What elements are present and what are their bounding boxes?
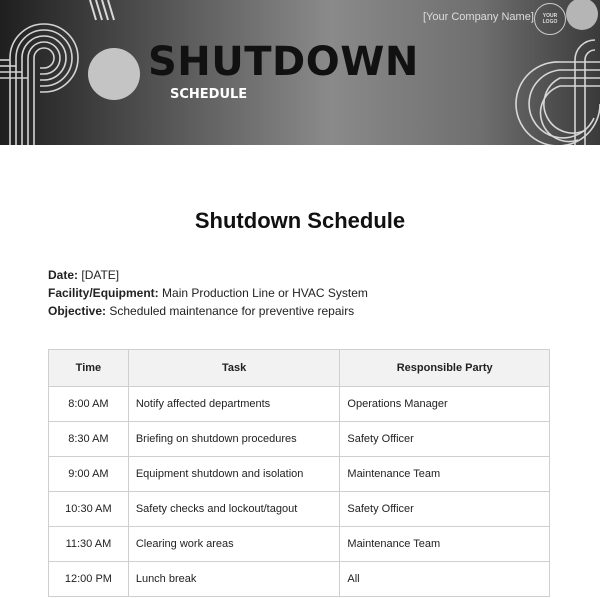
cell-party: Maintenance Team [340,457,550,492]
banner-subtitle: SCHEDULE [170,87,248,102]
header-task: Task [128,350,340,387]
cell-time: 8:30 AM [49,422,129,457]
cell-time: 8:00 AM [49,387,129,422]
banner-title: SHUTDOWN [148,39,419,85]
cell-party: Maintenance Team [340,527,550,562]
cell-time: 12:00 PM [49,562,129,597]
document-meta [48,266,368,320]
objective-row [48,302,368,320]
facility-value: Main Production Line or HVAC System [162,286,368,300]
cell-party: Operations Manager [340,387,550,422]
table-row [49,562,550,597]
table-row [49,527,550,562]
cell-time: 11:30 AM [49,527,129,562]
cell-time: 9:00 AM [49,457,129,492]
date-label: Date: [48,268,79,282]
cell-task: Safety checks and lockout/tagout [128,492,340,527]
header-banner [0,0,600,145]
cell-task: Notify affected departments [128,387,340,422]
date-row [48,266,368,284]
cell-party: All [340,562,550,597]
cell-party: Safety Officer [340,492,550,527]
table-header-row [49,350,550,387]
schedule-table [48,349,550,597]
facility-label: Facility/Equipment: [48,286,159,300]
cell-task: Clearing work areas [128,527,340,562]
objective-value: Scheduled maintenance for preventive repairs [109,304,355,318]
cell-party: Safety Officer [340,422,550,457]
cell-task: Lunch break [128,562,340,597]
table-row [49,422,550,457]
company-logo [534,3,566,35]
document-title: Shutdown Schedule [194,208,406,233]
cell-time: 10:30 AM [49,492,129,527]
header-time: Time [49,350,129,387]
facility-row [48,284,368,302]
cell-task: Briefing on shutdown procedures [128,422,340,457]
company-name: [Your Company Name] [423,11,534,23]
cell-task: Equipment shutdown and isolation [128,457,340,492]
table-row [49,387,550,422]
logo-text-top: YOUR [542,13,558,19]
header-responsible-party: Responsible Party [340,350,550,387]
logo-text-bottom: LOGO [542,19,558,25]
table-row [49,492,550,527]
table-row [49,457,550,492]
date-value: [DATE] [81,268,120,282]
objective-label: Objective: [48,304,107,318]
